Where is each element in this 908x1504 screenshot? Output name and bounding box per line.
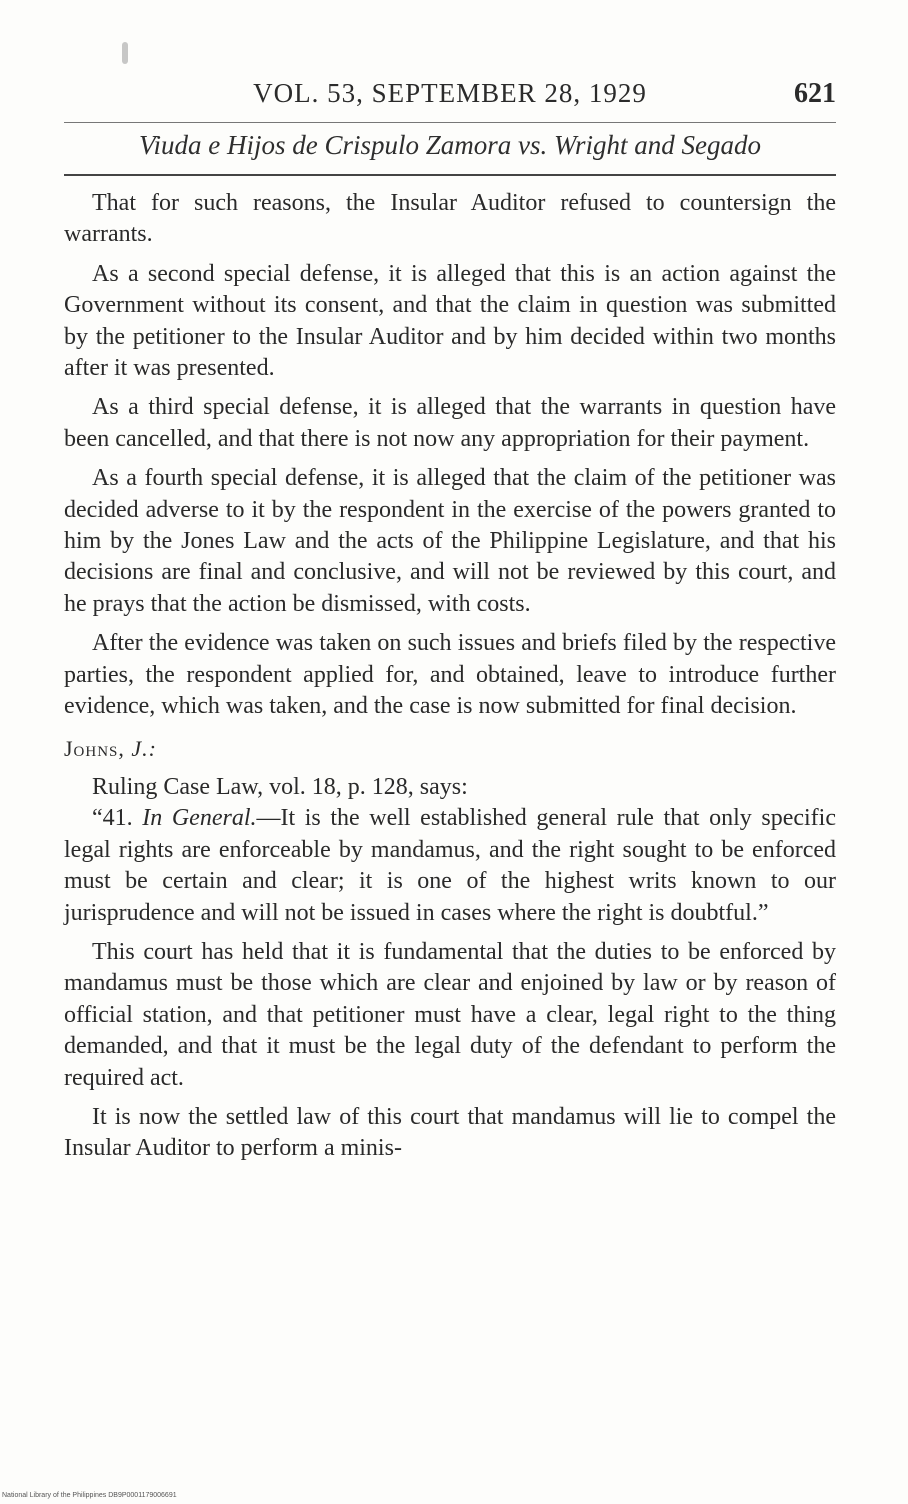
page-header bbox=[64, 78, 836, 118]
justice-attribution: Johns, J.: bbox=[64, 735, 157, 761]
paragraph-9: It is now the settled law of this court that mandamus will lie to compel the Insular Auditor to perform a minis- bbox=[64, 1103, 836, 1162]
justice-suffix: J.: bbox=[131, 735, 157, 761]
paragraph-5: After the evidence was taken on such issues and briefs filed by the respective parties, the respondent applied for, and obtained, leave to introduce further evidence, which was taken, and the case is now submitted for final decision. bbox=[64, 630, 836, 720]
case-title: Viuda e Hijos de Crispulo Zamora vs. Wright and Segado bbox=[138, 130, 761, 160]
ink-speck bbox=[122, 42, 128, 64]
library-stamp: National Library of the Philippines DB9P0001179006691 bbox=[2, 1492, 177, 1499]
paragraph-7-quote bbox=[64, 803, 836, 929]
quote-prefix: “41. bbox=[92, 805, 143, 832]
header-rule-top bbox=[64, 122, 836, 123]
paragraph-8: This court has held that it is fundamental that the duties to be enforced by mandamus must be those which are clear and enjoined by law or by reason of official station, and that petitioner must have a clear, legal right to the thing demanded, and that it must be the legal duty of the defendant to perform the required act. bbox=[64, 938, 836, 1091]
header-rule-bottom bbox=[64, 174, 836, 176]
paragraph-6: Ruling Case Law, vol. 18, p. 128, says: bbox=[92, 773, 468, 800]
quote-heading: In General. bbox=[142, 805, 257, 832]
running-head: VOL. 53, SEPTEMBER 28, 1929 bbox=[253, 78, 647, 108]
paragraph-3: As a third special defense, it is alleged that the warrants in question have been cancelled, and that there is not now any appropriation for their payment. bbox=[64, 394, 836, 452]
body-text bbox=[64, 188, 836, 1165]
paragraph-2: As a second special defense, it is alleged that this is an action against the Government without its consent, and that the claim in question was submitted by the petitioner to the Insular Auditor and by him decided within two months after it was presented. bbox=[64, 260, 836, 382]
paragraph-1: That for such reasons, the Insular Auditor refused to countersign the warrants. bbox=[64, 190, 836, 248]
page-number: 621 bbox=[794, 78, 836, 109]
justice-name: Johns bbox=[64, 735, 119, 761]
quote-body: —It is the well established general rule that only specific legal rights are enforceable by mandamus, and the right sought to be enforced must be certain and clear; it is one of the highest writs known to our jurisprudence and will not be issued in cases where the right is doubtful.” bbox=[64, 805, 836, 926]
paragraph-4: As a fourth special defense, it is alleged that the claim of the petitioner was decided adverse to it by the respondent in the exercise of the powers granted to him by the Jones Law and the acts of the Philippine Legislature, and that his decisions are final and conclusive, and will not be reviewed by this court, and he prays that the action be dismissed, with costs. bbox=[64, 465, 836, 617]
